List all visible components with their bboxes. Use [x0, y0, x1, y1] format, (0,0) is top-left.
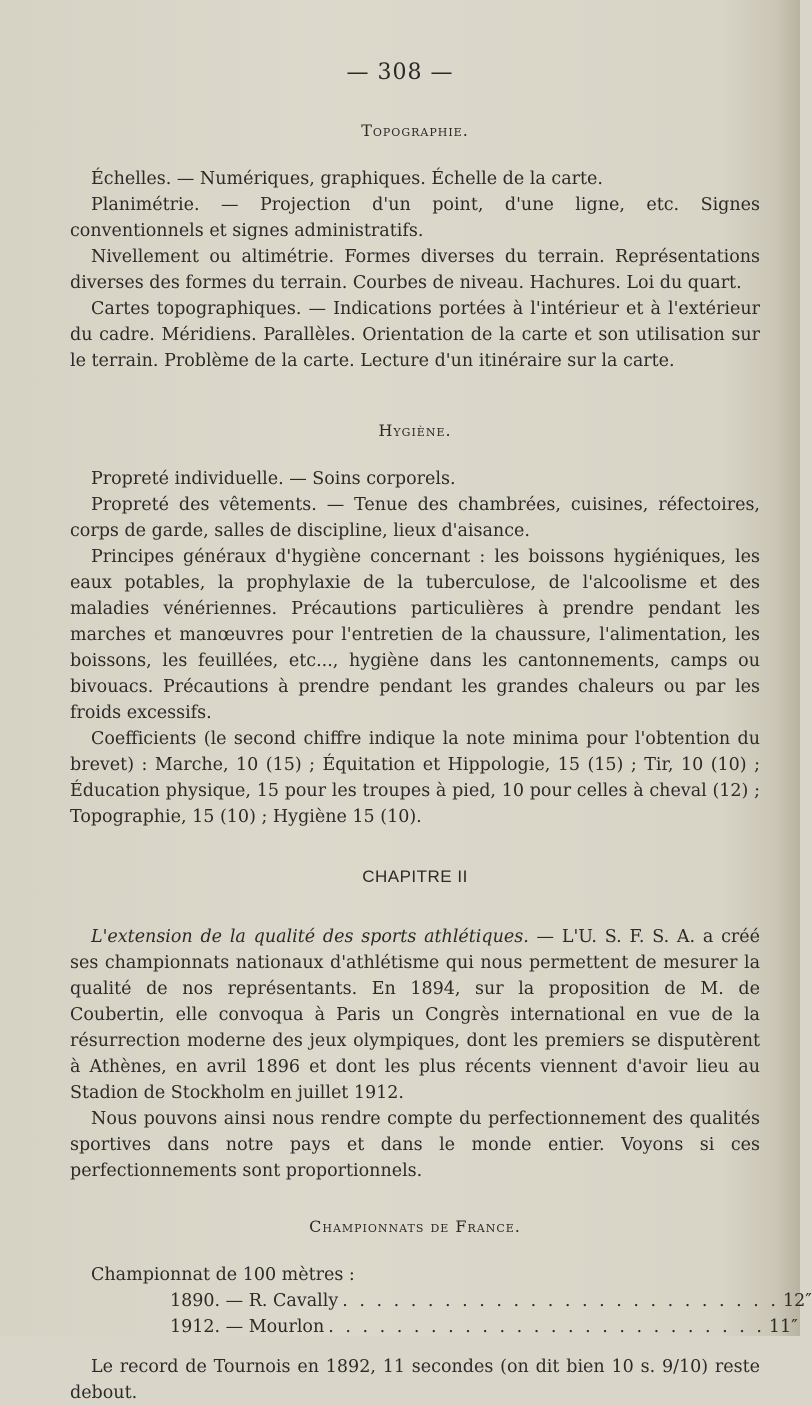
paragraph — [70, 924, 760, 1106]
page-body — [70, 118, 812, 1406]
dot-leader: . . . . . . . . . . . . . . . . . . . . . . . . . . — [328, 1317, 765, 1337]
page-number: — 308 — — [346, 60, 454, 85]
paragraph: Nous pouvons ainsi nous rendre compte du perfectionnement des qualités sportives dans notre pays et dans le monde entier. Voyons si ces perfectionnements sont proportionnels. — [70, 1109, 760, 1181]
paragraph: Principes généraux d'hygiène concernant : les boissons hygiéniques, les eaux potables, la prophylaxie de la tuberculose, de l'alcoolisme et des maladies vénériennes. Précautions particulières à prendre pendant les marches et manœuvres pour l'entretien de la chaussure, l'alimentation, les boissons, les feuillées, etc..., hygiène dans les cantonnements, camps ou bivouacs. Précautions à prendre pendant les grandes chaleurs ou par les froids excessifs. — [70, 547, 760, 723]
paragraph: Planimétrie. — Projection d'un point, d'une ligne, etc. Signes conventionnels et signes administratifs. — [70, 195, 760, 241]
result-time: 11″ — [768, 1317, 798, 1337]
paragraph-text: — L'U. S. F. S. A. a créé ses championnats nationaux d'athlétisme qui nous permettent de mesurer la qualité de nos représentants. En 1894, sur la proposition de M. de Coubertin, elle convoqua à Paris un Congrès international en vue de la résurrection moderne des jeux olympiques, dont les premiers se disputèrent à Athènes, en avril 1896 et dont les plus récents viennent d'avoir lieu au Stadion de Stockholm en juillet 1912. — [70, 927, 760, 1103]
paragraph: Cartes topographiques. — Indications portées à l'intérieur et à l'extérieur du cadre. Méridiens. Parallèles. Orientation de la carte et son utilisation sur le terrain. Problème de la carte. Lecture d'un itinéraire sur la carte. — [70, 299, 760, 371]
paragraph: Propreté individuelle. — Soins corporels. — [91, 469, 456, 489]
paragraph: Le record de Tournois en 1892, 11 secondes (on dit bien 10 s. 9/10) reste debout. — [70, 1357, 760, 1403]
section-heading-championnats: Championnats de France. — [309, 1217, 521, 1236]
paragraph: Nivellement ou altimétrie. Formes diverses du terrain. Représentations diverses des formes du terrain. Courbes de niveau. Hachures. Loi du quart. — [70, 247, 760, 293]
result-entry: 1912. — Mourlon — [170, 1317, 325, 1337]
paragraph: Coefficients (le second chiffre indique la note minima pour l'obtention du brevet) : Marche, 10 (15) ; Équitation et Hippologie, 15 (15) ; Tir, 10 (10) ; Éducation physique, 15 pour les troupes à pied, 10 pour celles à cheval (12) ; Topographie, 15 (10) ; Hygiène 15 (10). — [70, 729, 760, 827]
section-heading-topographie: Topographie. — [361, 121, 469, 140]
chapter-title: CHAPITRE II — [362, 867, 468, 886]
result-row — [170, 1288, 812, 1314]
section-heading-hygiene: Hygiène. — [378, 421, 452, 440]
paragraph: Échelles. — Numériques, graphiques. Échelle de la carte. — [91, 169, 603, 189]
result-time: 12″ — [782, 1291, 812, 1311]
paragraph-lead: L'extension de la qualité des sports athlétiques. — [91, 927, 529, 947]
dot-leader: . . . . . . . . . . . . . . . . . . . . . . . . . . — [342, 1291, 779, 1311]
result-row — [170, 1314, 798, 1340]
paragraph: Propreté des vêtements. — Tenue des chambrées, cuisines, réfectoires, corps de garde, salles de discipline, lieux d'aisance. — [70, 495, 760, 541]
result-entry: 1890. — R. Cavally — [170, 1291, 339, 1311]
event-title: Championnat de 100 mètres : — [91, 1265, 355, 1285]
